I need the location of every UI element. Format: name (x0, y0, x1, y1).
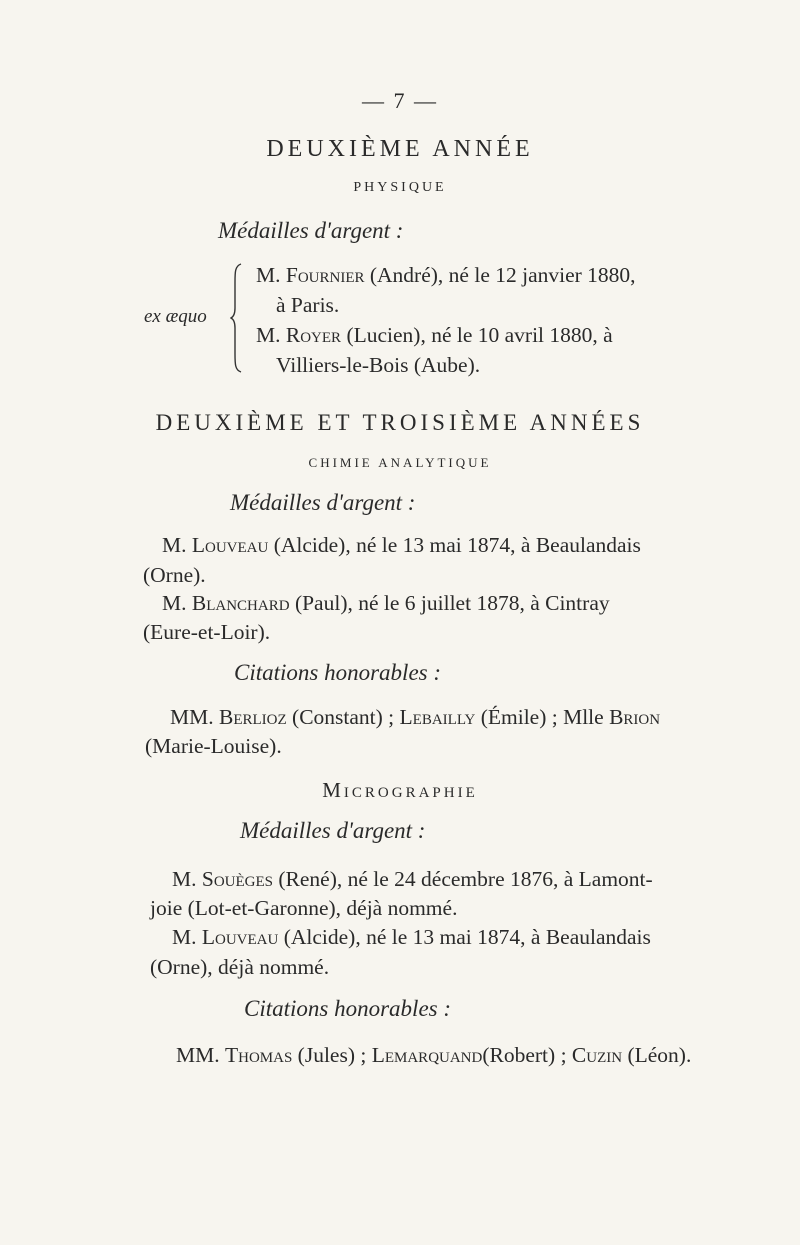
citation-entry: MM. Thomas (Jules) ; Lemarquand(Robert) ; Cuzin (Léon). (176, 1043, 692, 1067)
section-heading-deuxieme-annee: DEUXIÈME ANNÉE (266, 136, 534, 162)
award-title-silver-medals: Médailles d'argent : (218, 218, 404, 243)
award-entry-continuation: (Eure-et-Loir). (143, 620, 271, 644)
person-name: Thomas (224, 1043, 293, 1067)
award-entry-continuation: à Paris. (276, 293, 340, 317)
brace-glyph (230, 262, 244, 374)
person-name: Berlioz (218, 705, 287, 729)
award-entry-continuation: joie (Lot-et-Garonne), déjà nommé. (150, 896, 458, 920)
ex-aequo-note: ex æquo (144, 306, 207, 327)
award-entry-continuation: (Orne), déjà nommé. (150, 955, 330, 979)
section-heading-deuxieme-troisieme: DEUXIÈME ET TROISIÈME ANNÉES (155, 410, 645, 435)
person-name: Cuzin (571, 1043, 623, 1067)
award-entry: M. Louveau (Alcide), né le 13 mai 1874, à Beaulandais (172, 925, 651, 949)
award-entry: M. Souèges (René), né le 24 décembre 1876, à Lamont- (172, 867, 653, 891)
citation-continuation: (Marie-Louise). (145, 734, 282, 758)
citation-entry: MM. Berlioz (Constant) ; Lebailly (Émile) ; Mlle Brion (170, 705, 661, 729)
person-name: Royer (285, 323, 342, 347)
page-number: — 7 — (362, 88, 438, 113)
person-name: Louveau (201, 925, 279, 949)
person-name: Louveau (191, 533, 269, 557)
person-name: Lebailly (399, 705, 476, 729)
award-title-silver-medals: Médailles d'argent : (230, 490, 416, 515)
subheading-micrographie: Micrographie (322, 778, 478, 802)
subheading-physique: PHYSIQUE (353, 180, 447, 195)
person-name: Blanchard (191, 591, 290, 615)
award-entry: M. Blanchard (Paul), né le 6 juillet 1878, à Cintray (162, 591, 610, 615)
person-name: Fournier (285, 263, 365, 287)
award-entry: M. Louveau (Alcide), né le 13 mai 1874, à Beaulandais (162, 533, 641, 557)
award-entry: M. Fournier (André), né le 12 janvier 1880, (256, 263, 636, 287)
subheading-chimie-analytique: CHIMIE ANALYTIQUE (308, 455, 492, 470)
person-name: Brion (609, 705, 661, 729)
award-title-silver-medals: Médailles d'argent : (240, 818, 426, 843)
citations-title: Citations honorables : (244, 996, 452, 1021)
person-name: Lemarquand (371, 1043, 483, 1067)
award-entry-continuation: Villiers-le-Bois (Aube). (276, 353, 481, 377)
award-entry: M. Royer (Lucien), né le 10 avril 1880, à (256, 323, 613, 347)
person-name: Souèges (201, 867, 273, 891)
award-entry-continuation: (Orne). (143, 563, 206, 587)
citations-title: Citations honorables : (234, 660, 442, 685)
